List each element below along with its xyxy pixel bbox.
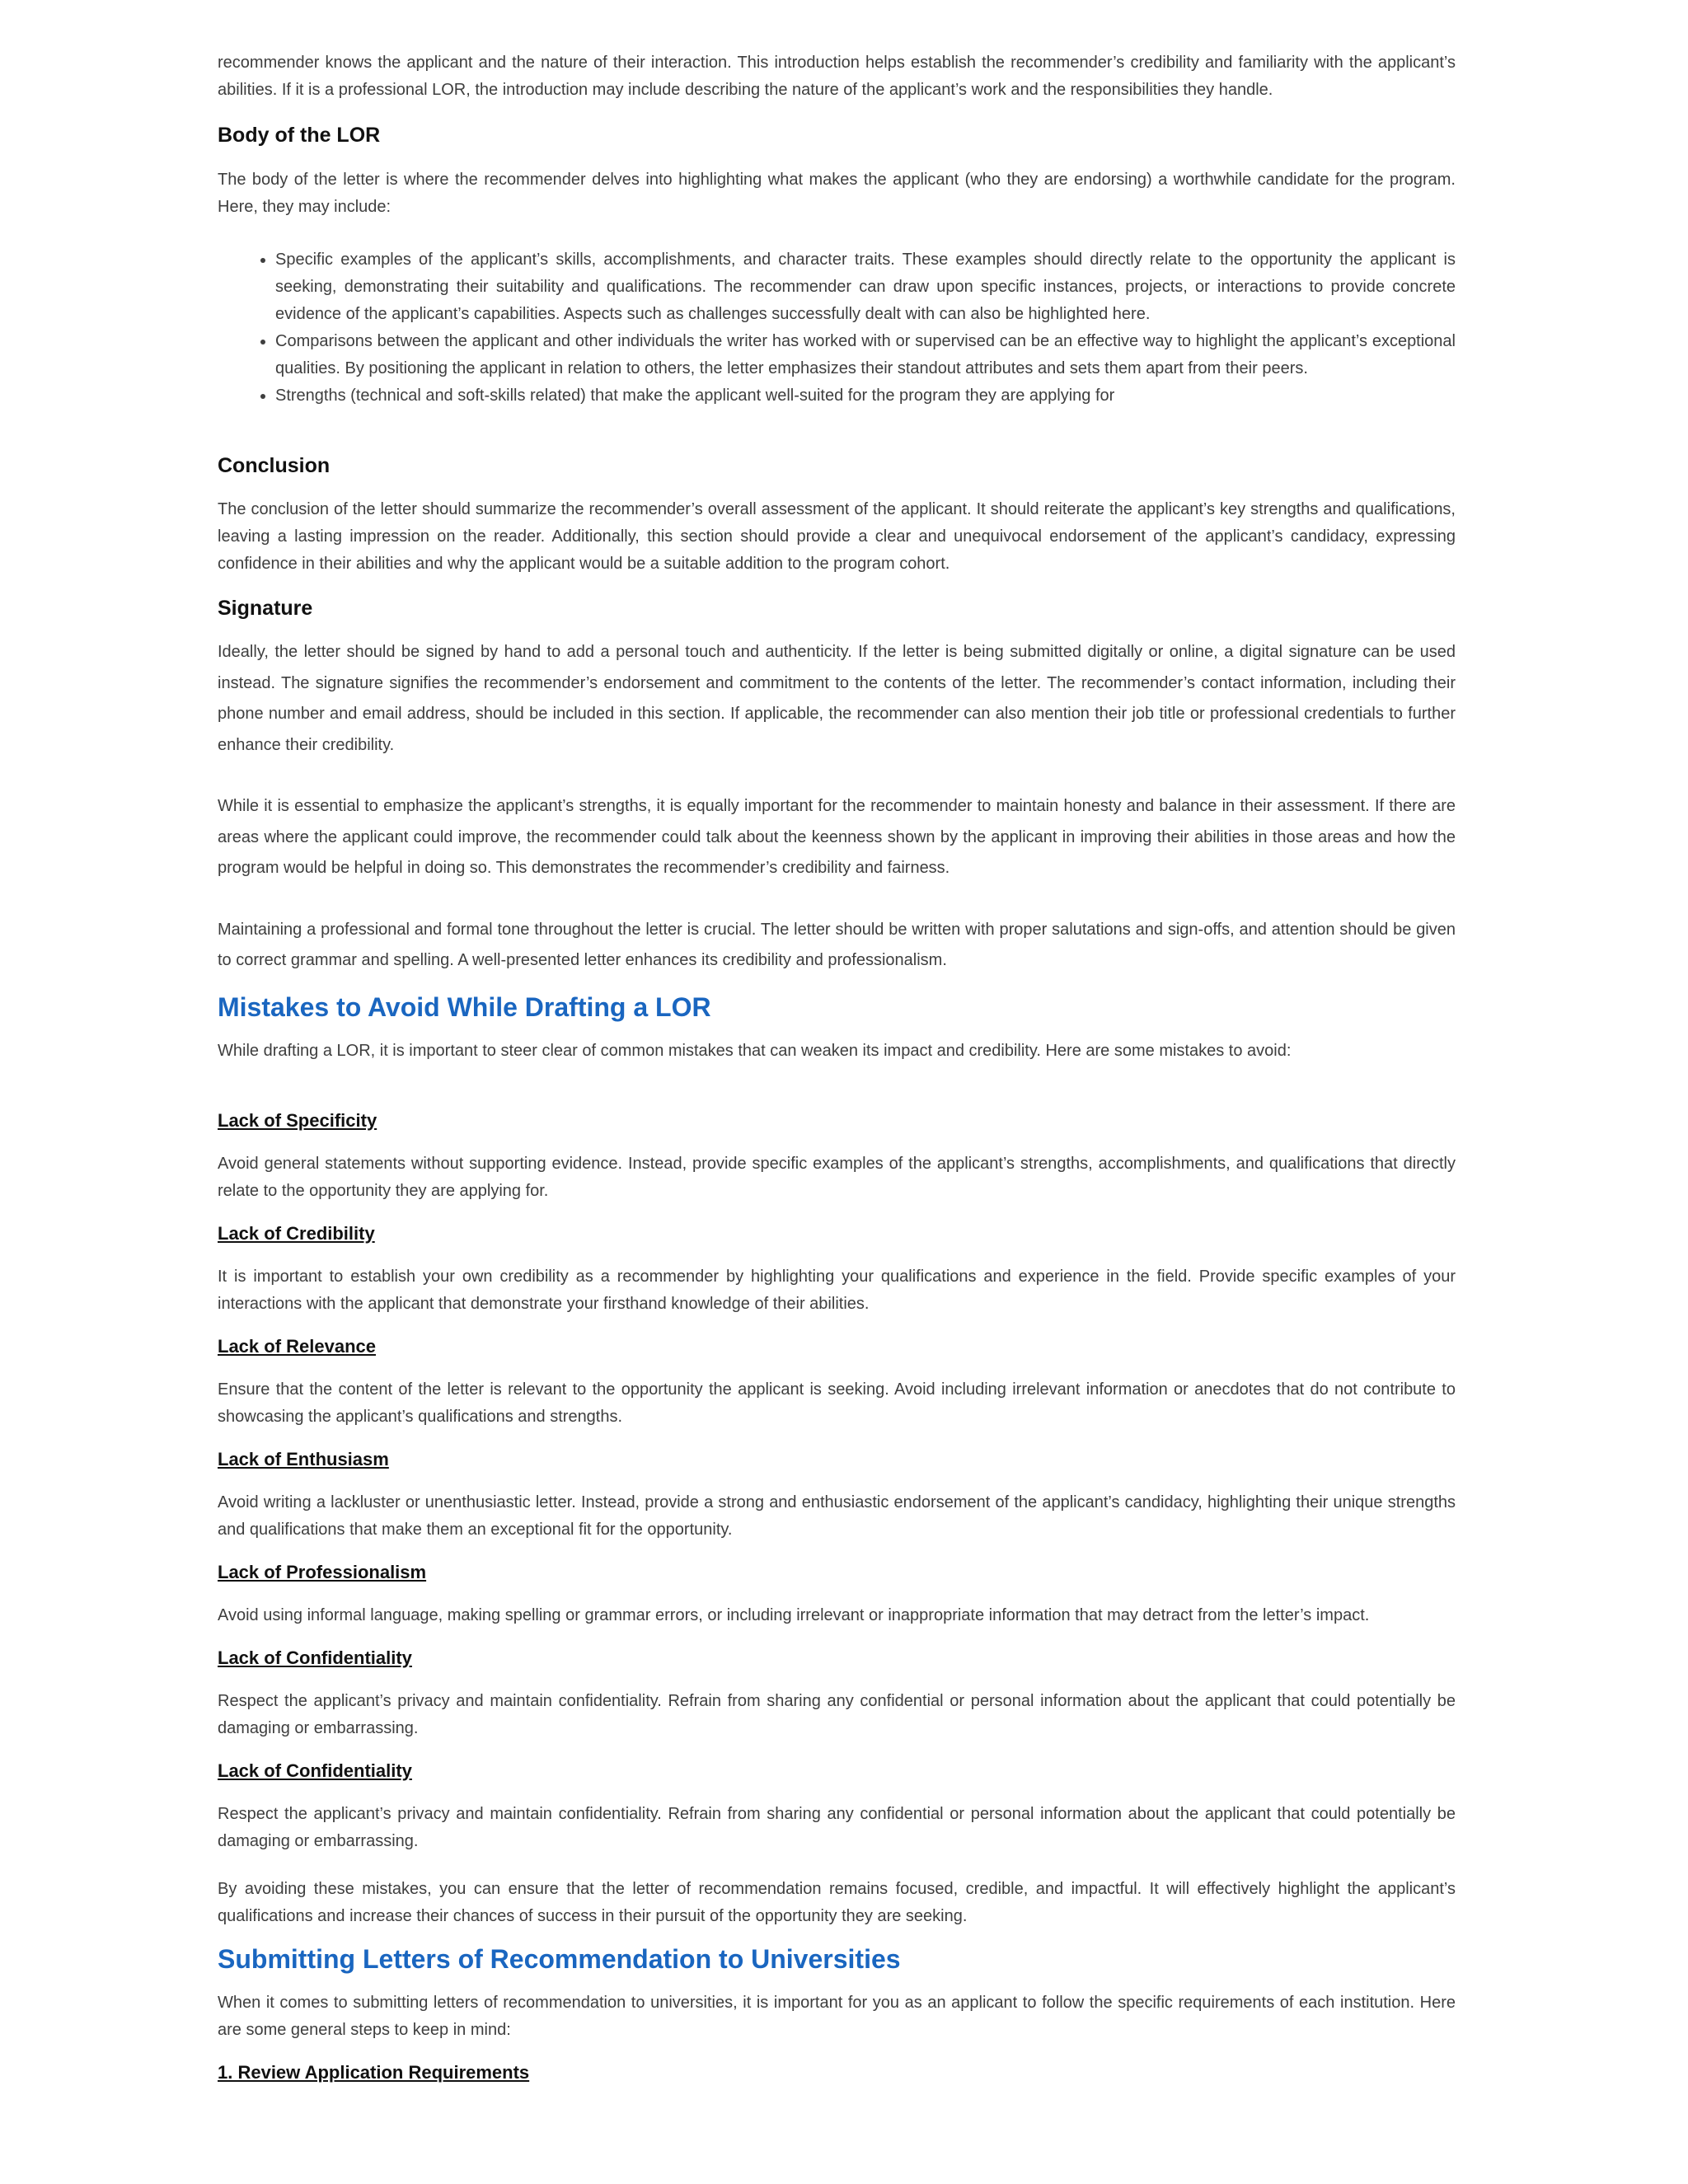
mistakes-intro-paragraph: While drafting a LOR, it is important to steer clear of common mistakes that can weaken its impact and credibility. Here are some mistakes to avoid:: [218, 1041, 1292, 1060]
list-item: • Strengths (technical and soft-skills related) that make the applicant well-suited for the program they are applying for: [275, 382, 1456, 410]
body-of-lor-paragraph: The body of the letter is where the recommender delves into highlighting what makes the applicant (who they are endorsing) a worthwhile candidate for the program. Here, they may include:: [218, 171, 1456, 216]
mistake-text: Avoid general statements without supporting evidence. Instead, provide specific examples of the applicant’s strengths, accomplishments, and qualifications that directly relate to the opportunity they are applying for.: [218, 1154, 1456, 1200]
mistakes-closing-paragraph: By avoiding these mistakes, you can ensure that the letter of recommendation remains focused, credible, and impactful. It will effectively highlight the applicant’s qualifications and increase their chances of success in their pursuit of the opportunity they are seeking.: [218, 1879, 1456, 1925]
body-of-lor-list: [218, 246, 1456, 410]
mistake-text: Respect the applicant’s privacy and maintain confidentiality. Refrain from sharing any confidential or personal information about the applicant that could potentially be damaging or embarrassing.: [218, 1691, 1456, 1737]
mistake-title: Lack of Confidentiality: [218, 1760, 412, 1781]
conclusion-heading: Conclusion: [218, 454, 331, 477]
article-content: [218, 45, 1456, 2086]
mistake-text: Avoid writing a lackluster or unenthusiastic letter. Instead, provide a strong and enthusiastic endorsement of the applicant’s candidacy, highlighting their unique strengths and qualifications that make them an exceptional fit for the opportunity.: [218, 1493, 1456, 1539]
signature-heading: Signature: [218, 597, 313, 620]
list-item: • Comparisons between the applicant and other individuals the writer has worked with or supervised can be an effective way to highlight the applicant’s exceptional qualities. By positioning the applicant in relation to others, the letter emphasizes their standout attributes and sets them apart from their peers.: [275, 328, 1456, 382]
list-item: • Specific examples of the applicant’s skills, accomplishments, and character traits. These examples should directly relate to the opportunity the applicant is seeking, demonstrating their suitability and qualifications. The recommender can draw upon specific instances, projects, or interactions to provide concrete evidence of the applicant’s capabilities. Aspects such as challenges successfully dealt with can also be highlighted here.: [275, 246, 1456, 328]
tone-paragraph: Maintaining a professional and formal tone throughout the letter is crucial. The letter should be written with proper salutations and sign-offs, and attention should be given to correct grammar and spelling. A well-presented letter enhances its credibility and professionalism.: [218, 920, 1456, 969]
mistake-title: Lack of Confidentiality: [218, 1647, 412, 1668]
mistake-text: It is important to establish your own credibility as a recommender by highlighting your qualifications and experience in the field. Provide specific examples of your interactions with the applicant that demonstrate your firsthand knowledge of their abilities.: [218, 1267, 1456, 1313]
mistake-title: Lack of Professionalism: [218, 1561, 427, 1582]
mistake-title: Lack of Specificity: [218, 1109, 377, 1131]
mistake-title: Lack of Enthusiasm: [218, 1448, 389, 1469]
conclusion-paragraph: The conclusion of the letter should summarize the recommender’s overall assessment of the applicant. It should reiterate the applicant’s key strengths and qualifications, leaving a lasting impression on the reader. Additionally, this section should provide a clear and unequivocal endorsement of the applicant’s candidacy, expressing confidence in their abilities and why the applicant would be a suitable addition to the program cohort.: [218, 500, 1456, 573]
mistake-text: Ensure that the content of the letter is relevant to the opportunity the applicant is seeking. Avoid including irrelevant information or anecdotes that do not contribute to showcasing the applicant’s qualifications and strengths.: [218, 1380, 1456, 1426]
honesty-paragraph: While it is essential to emphasize the applicant’s strengths, it is equally important for the recommender to maintain honesty and balance in their assessment. If there are areas where the applicant could improve, the recommender could talk about the keenness shown by the applicant in improving their abilities in those areas and how the program would be helpful in doing so. This demonstrates the recommender’s credibility and fairness.: [218, 797, 1456, 877]
signature-paragraph: Ideally, the letter should be signed by hand to add a personal touch and authenticity. If the letter is being submitted digitally or online, a digital signature can be used instead. The signature signifies the recommender’s endorsement and commitment to the contents of the letter. The recommender’s contact information, including their phone number and email address, should be included in this section. If applicable, the recommender can also mention their job title or professional credentials to further enhance their credibility.: [218, 643, 1456, 754]
mistake-text: Respect the applicant’s privacy and maintain confidentiality. Refrain from sharing any confidential or personal information about the applicant that could potentially be damaging or embarrassing.: [218, 1804, 1456, 1850]
mistake-title: Lack of Relevance: [218, 1335, 376, 1357]
review-requirements-title: 1. Review Application Requirements: [218, 2061, 530, 2083]
body-of-lor-heading: Body of the LOR: [218, 124, 381, 147]
submitting-intro-paragraph: When it comes to submitting letters of recommendation to universities, it is important for you as an applicant to follow the specific requirements of each institution. Here are some general steps to keep in mind:: [218, 1993, 1456, 2039]
mistake-text: Avoid using informal language, making spelling or grammar errors, or including irrelevant or inappropriate information that may detract from the letter’s impact.: [218, 1605, 1370, 1624]
mistakes-heading: Mistakes to Avoid While Drafting a LOR: [218, 991, 711, 1022]
intro-continuation-paragraph: recommender knows the applicant and the nature of their interaction. This introduction helps establish the recommender’s credibility and familiarity with the applicant’s abilities. If it is a professional LOR, the introduction may include describing the nature of the applicant’s work and the responsibilities they handle.: [218, 54, 1456, 99]
submitting-heading: Submitting Letters of Recommendation to Universities: [218, 1943, 901, 1974]
mistake-title: Lack of Credibility: [218, 1222, 375, 1244]
